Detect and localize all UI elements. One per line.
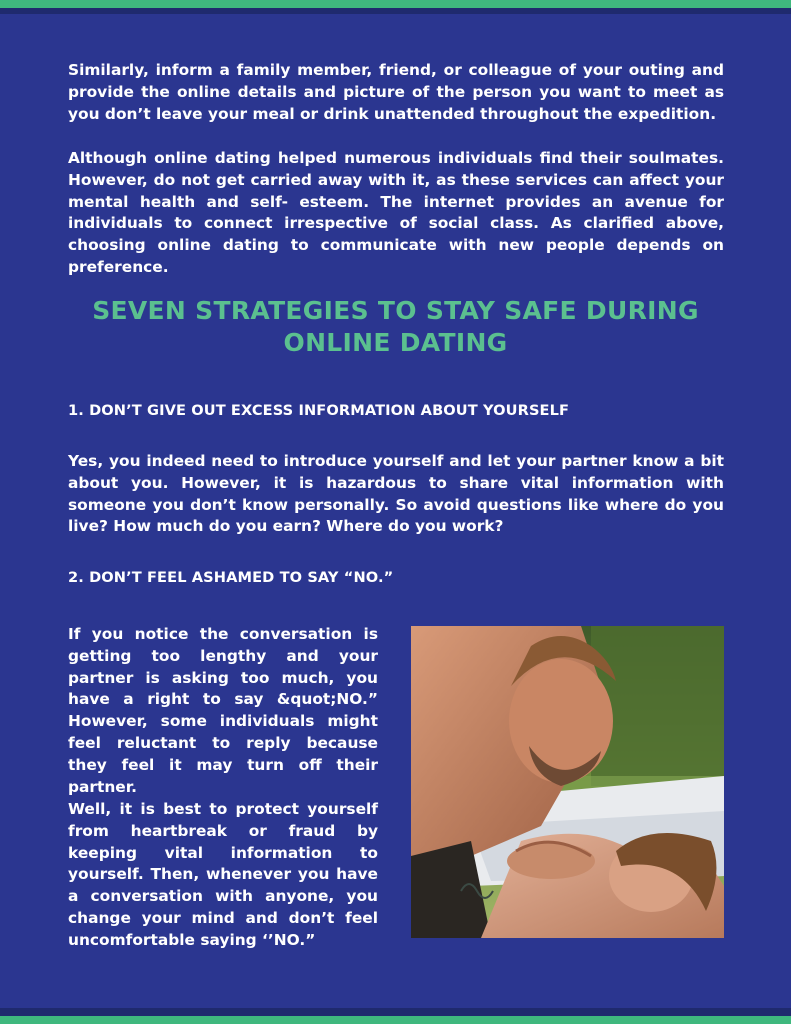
top-dark-stripe xyxy=(0,8,791,14)
couple-photo xyxy=(411,626,724,938)
section-heading-line-2: ONLINE DATING xyxy=(283,328,508,357)
strategy-1-title: 1. DON’T GIVE OUT EXCESS INFORMATION ABOUT YOURSELF xyxy=(68,402,570,419)
section-heading xyxy=(40,295,751,359)
strategy-2-title: 2. DON’T FEEL ASHAMED TO SAY “NO.” xyxy=(68,569,394,586)
strategy-2-body-2: Well, it is best to protect yourself from heartbreak or fraud by keeping vital information to yourself. Then, whenever you have a conversation with anyone, you change your mind and don’t feel uncomfortable saying ‘’NO.” xyxy=(68,800,378,949)
bottom-dark-stripe xyxy=(0,1008,791,1016)
couple-photo-illustration xyxy=(411,626,724,938)
strategy-1-body: Yes, you indeed need to introduce yourself and let your partner know a bit about you. However, it is hazardous to share vital information with someone you don’t know personally. So avoid questions like where do you live? How much do you earn? Where do you work? xyxy=(68,452,724,536)
section-heading-line-1: SEVEN STRATEGIES TO STAY SAFE DURING xyxy=(92,296,699,325)
strategy-2-body-1: If you notice the conversation is getting too lengthy and your partner is asking too much, you have a right to say &quot;NO.” However, some individuals might feel reluctant to reply because they feel it may turn off their partner. xyxy=(68,625,378,796)
bottom-accent-stripe xyxy=(0,1016,791,1024)
intro-paragraph-2: Although online dating helped numerous individuals find their soulmates. However, do not get carried away with it, as these services can affect your mental health and self- esteem. The internet provides an avenue for individuals to connect irrespective of social class. As clarified above, choosing online dating to communicate with new people depends on preference. xyxy=(68,149,724,276)
top-accent-stripe xyxy=(0,0,791,8)
intro-paragraph-1: Similarly, inform a family member, friend, or colleague of your outing and provide the online details and picture of the person you want to meet as you don’t leave your meal or drink unattended throughout the expedition. xyxy=(68,61,724,123)
